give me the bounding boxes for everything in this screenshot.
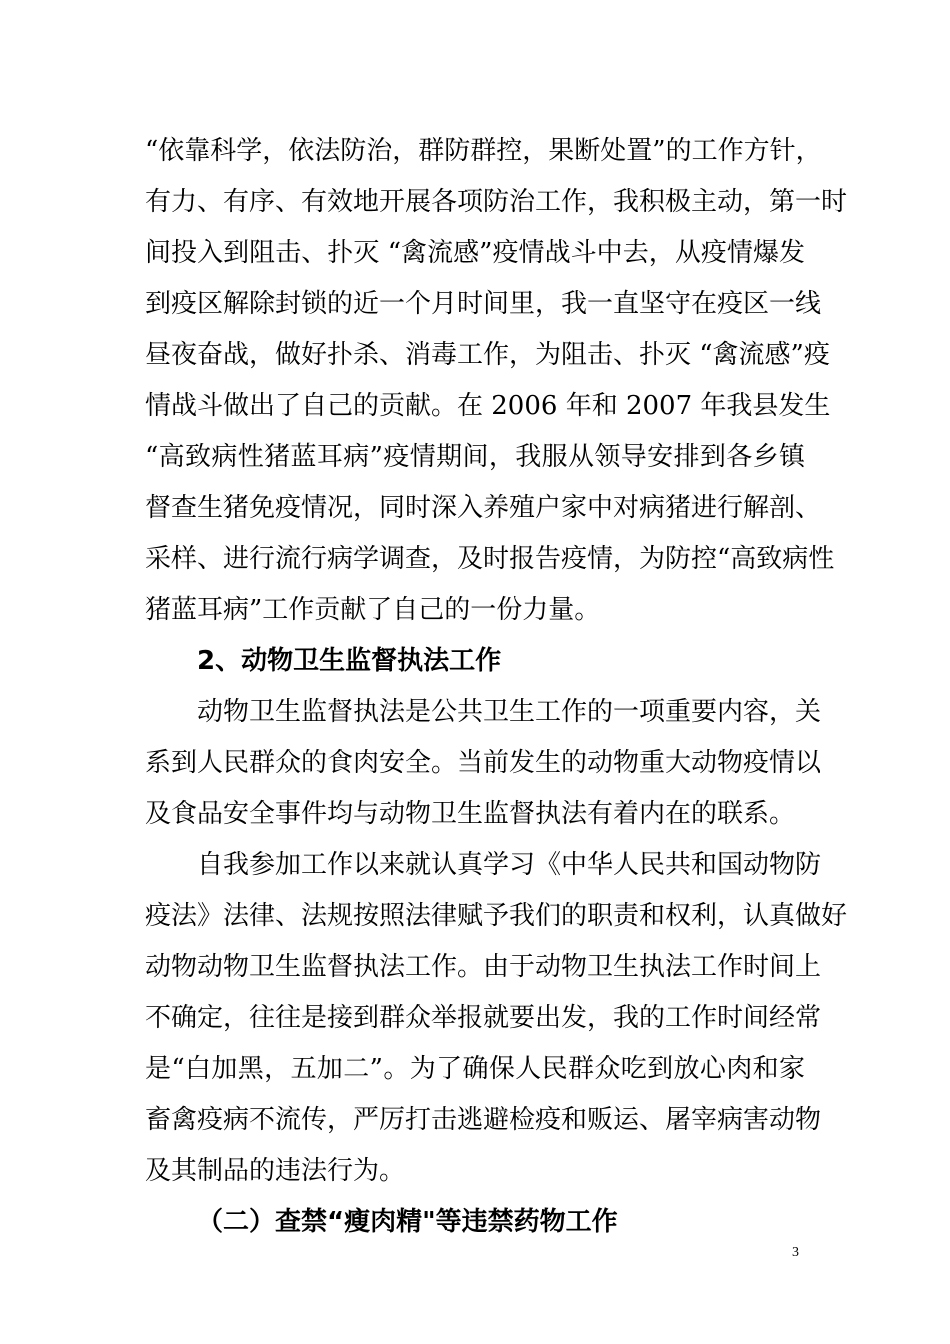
text-line: 畜禽疫病不流传，严厉打击逃避检疫和贩运、屠宰病害动物 <box>145 1105 822 1135</box>
text-line: 不确定，往往是接到群众举报就要出发，我的工作时间经常 <box>145 1003 822 1033</box>
text-line: 及食品安全事件均与动物卫生监督执法有着内在的联系。 <box>145 799 796 829</box>
section-heading: （二）查禁“瘦肉精"等违禁药物工作 <box>197 1207 618 1237</box>
text-line: 动物卫生监督执法是公共卫生工作的一项重要内容，关 <box>197 697 822 727</box>
page-number: 3 <box>792 1245 799 1260</box>
text-line: 到疫区解除封锁的近一个月时间里，我一直坚守在疫区一线 <box>145 289 822 319</box>
text-line: “依靠科学，依法防治，群防群控，果断处置”的工作方针， <box>145 136 822 166</box>
text-line: 间投入到阻击、扑灭 “禽流感”疫情战斗中去，从疫情爆发 <box>145 238 805 268</box>
text-line: 猪蓝耳病”工作贡献了自己的一份力量。 <box>145 595 601 625</box>
text-line: 采样、进行流行病学调查，及时报告疫情，为防控“高致病性 <box>145 544 835 574</box>
text-line: 有力、有序、有效地开展各项防治工作，我积极主动，第一时 <box>145 187 848 217</box>
text-line: 疫法》法律、法规按照法律赋予我们的职责和权利，认真做好 <box>145 901 848 931</box>
text-line: 及其制品的违法行为。 <box>145 1156 406 1186</box>
text-line: 自我参加工作以来就认真学习《中华人民共和国动物防 <box>197 850 822 880</box>
text-line: 督查生猪免疫情况，同时深入养殖户家中对病猪进行解剖、 <box>145 493 822 523</box>
text-line: 动物动物卫生监督执法工作。由于动物卫生执法工作时间上 <box>145 952 822 982</box>
text-line: 昼夜奋战，做好扑杀、消毒工作，为阻击、扑灭 “禽流感”疫 <box>145 340 830 370</box>
text-line: 情战斗做出了自己的贡献。在 2006 年和 2007 年我县发生 <box>145 391 831 421</box>
section-heading: 2、动物卫生监督执法工作 <box>197 646 502 676</box>
text-line: 是“白加黑，五加二”。为了确保人民群众吃到放心肉和家 <box>145 1054 805 1084</box>
text-line: 系到人民群众的食肉安全。当前发生的动物重大动物疫情以 <box>145 748 822 778</box>
text-line: “高致病性猪蓝耳病”疫情期间，我服从领导安排到各乡镇 <box>145 442 805 472</box>
